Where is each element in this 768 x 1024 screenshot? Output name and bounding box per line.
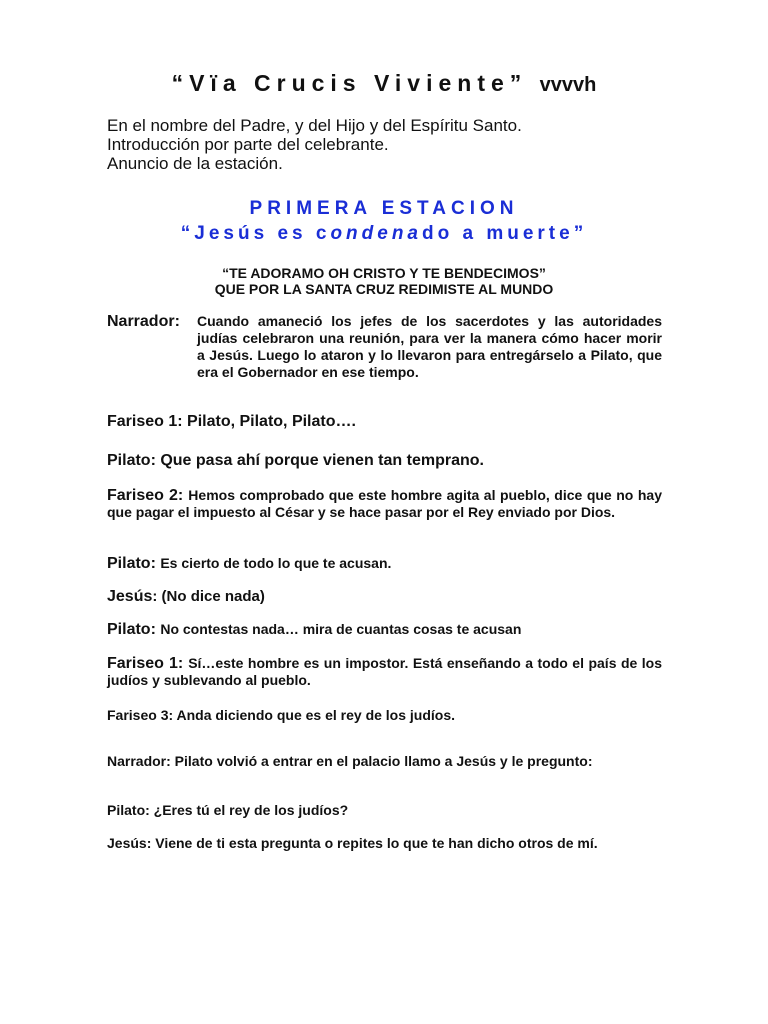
fariseo2-paragraph [107, 487, 662, 521]
dialogue-text: Cuando amaneció los jefes de los sacerdotes y las autoridades judías celebraron una reunión, para ver la manera cómo hacer morir a Jesús. Luego lo ataron y lo llevaron para entregárselo a Pilato, que era el Gobernador en ese tiempo. [197, 313, 662, 380]
page-title [0, 70, 768, 97]
intro-line: Introducción por parte del celebrante. [107, 135, 389, 154]
narrador-paragraph [107, 313, 662, 381]
jesus-line [107, 588, 662, 606]
fariseo3-line: Fariseo 3: Anda diciendo que es el rey de los judíos. [107, 707, 456, 723]
fariseo1-paragraph [107, 655, 662, 689]
pilato-line: Pilato: Que pasa ahí porque vienen tan temprano. [107, 452, 484, 469]
dialogue-text: : (No dice nada) [152, 588, 265, 605]
narrador-paragraph: Narrador: Pilato volvió a entrar en el palacio llamo a Jesús y le pregunto: [107, 753, 593, 769]
station-title: PRIMERA ESTACION [249, 198, 519, 219]
speaker-label: Jesús [107, 588, 153, 605]
pilato-line [107, 621, 662, 639]
title-main: “Vïa Crucis Viviente” [171, 70, 528, 96]
pilato-line [107, 555, 662, 573]
speaker-label: Pilato: [107, 621, 156, 638]
jesus-paragraph: Jesús: Viene de ti esta pregunta o repites lo que te han dicho otros de mí. [107, 835, 598, 851]
intro-line: En el nombre del Padre, y del Hijo y del Espíritu Santo. [107, 116, 522, 135]
dialogue-text: Es cierto de todo lo que te acusan. [160, 555, 392, 571]
dialogue-text: Sí…este hombre es un impostor. Está enseñando a todo el país de los judíos y sublevando al pueblo. [107, 655, 662, 688]
intro-section [107, 116, 522, 173]
acclamation [0, 265, 768, 297]
dialogue-text: Hemos comprobado que este hombre agita al pueblo, dice que no hay que pagar el impuesto al César y se hace pasar por el Rey enviado por Dios. [107, 487, 662, 520]
speaker-label: Pilato: [107, 555, 156, 572]
pilato-line: Pilato: ¿Eres tú el rey de los judíos? [107, 802, 349, 818]
dialogue-text: No contestas nada… mira de cuantas cosas te acusan [160, 621, 522, 637]
station-subtitle-italic: ondena [330, 223, 422, 244]
acclamation-line: QUE POR LA SANTA CRUZ REDIMISTE AL MUNDO [214, 281, 554, 297]
fariseo1-line: Fariseo 1: Pilato, Pilato, Pilato…. [107, 413, 356, 430]
intro-line: Anuncio de la estación. [107, 154, 283, 173]
station-subtitle [0, 223, 768, 245]
station-subtitle-part: “Jesús es c [180, 223, 331, 244]
speaker-label: Fariseo 1: [107, 655, 184, 672]
title-tail: vvvvh [539, 74, 597, 96]
speaker-label: Narrador: [107, 313, 180, 330]
acclamation-line: “TE ADORAMO OH CRISTO Y TE BENDECIMOS” [222, 265, 546, 281]
speaker-label: Fariseo 2: [107, 487, 184, 504]
station-subtitle-part: do a muerte” [422, 223, 588, 244]
